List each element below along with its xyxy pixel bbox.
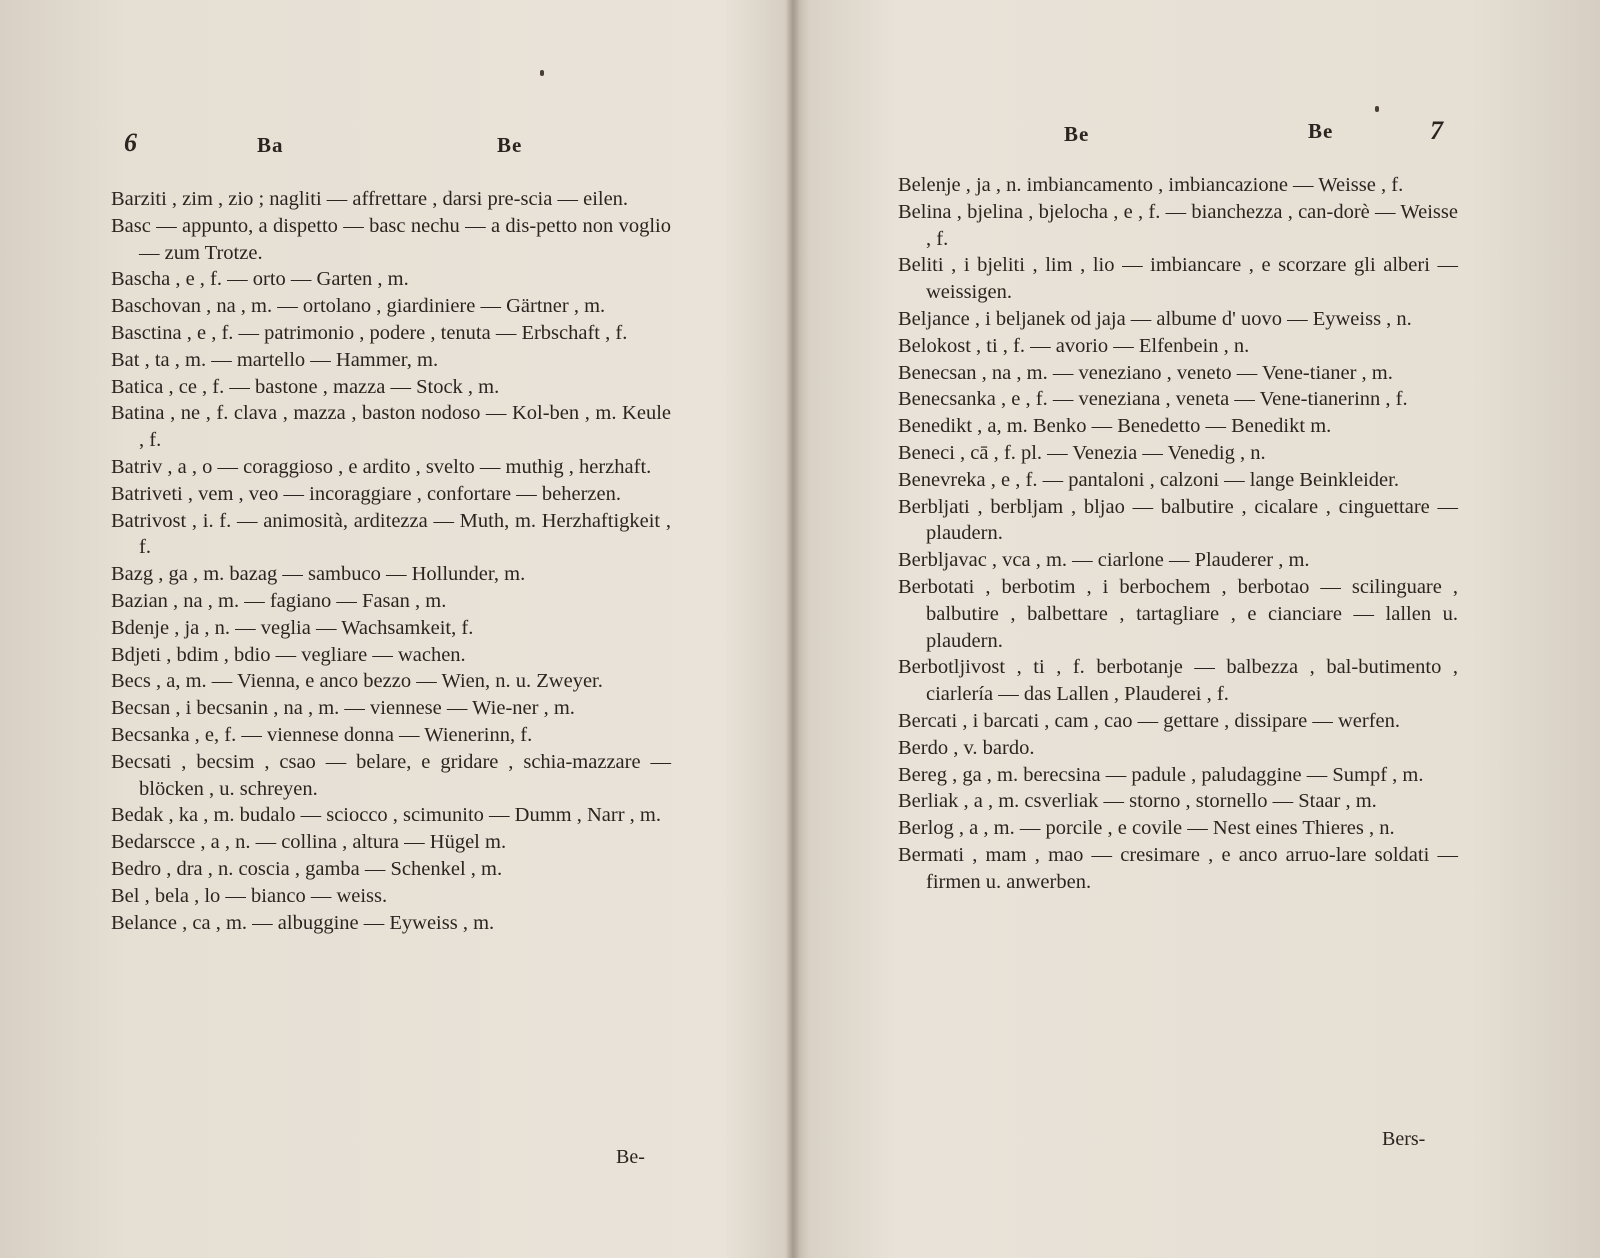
dictionary-entry: Becsati , becsim , csao — belare, e gridare , schia-mazzare — blöcken , u. schreyen. bbox=[111, 750, 671, 800]
running-header-left-last: Be bbox=[497, 133, 523, 157]
dictionary-entry: Belenje , ja , n. imbiancamento , imbiancazione — Weisse , f. bbox=[898, 174, 1404, 196]
page-number-left: 6 bbox=[124, 128, 138, 157]
dictionary-entry: Beneci , cā , f. pl. — Venezia — Venedig , n. bbox=[898, 441, 1266, 464]
dictionary-entry: Bedarscce , a , n. — collina , altura — Hügel m. bbox=[111, 831, 507, 854]
dictionary-entry: Bercati , i barcati , cam , cao — gettare , dissipare — werfen. bbox=[898, 709, 1401, 732]
dictionary-entry: Baschovan , na , m. — ortolano , giardiniere — Gärtner , m. bbox=[111, 295, 606, 318]
catchword-left: Be- bbox=[616, 1146, 645, 1168]
dictionary-entry: Bascha , e , f. — orto — Garten , m. bbox=[111, 268, 409, 291]
dictionary-entry: Becs , a, m. — Vienna, e anco bezzo — Wien, n. u. Zweyer. bbox=[111, 670, 603, 693]
dictionary-entry: Berdo , v. bardo. bbox=[898, 736, 1035, 759]
dictionary-entry: Berbotljivost , ti , f. berbotanje — balbezza , bal-butimento , ciarlería — das Lallen , Plauderei , f. bbox=[898, 656, 1458, 706]
dictionary-entry: Batica , ce , f. — bastone , mazza — Stock , m. bbox=[111, 375, 500, 398]
dictionary-entry: Bdjeti , bdim , bdio — vegliare — wachen. bbox=[111, 643, 466, 666]
dictionary-entry: Batina , ne , f. clava , mazza , baston nodoso — Kol-ben , m. Keule , f. bbox=[111, 402, 671, 452]
dictionary-entry: Belance , ca , m. — albuggine — Eyweiss , m. bbox=[111, 911, 495, 934]
entries-list-left bbox=[111, 186, 671, 936]
page-number-right: 7 bbox=[1430, 116, 1444, 145]
dictionary-entry: Bel , bela , lo — bianco — weiss. bbox=[111, 884, 388, 907]
running-header-right-last: Be bbox=[1308, 119, 1334, 143]
running-header-left-first: Ba bbox=[257, 133, 284, 157]
dictionary-entry: Batriv , a , o — coraggioso , e ardito , svelto — muthig , herzhaft. bbox=[111, 455, 652, 478]
dictionary-entry: Benevreka , e , f. — pantaloni , calzoni — lange Beinkleider. bbox=[898, 468, 1399, 491]
running-header-right-first: Be bbox=[1064, 122, 1090, 146]
dictionary-entry: Bedak , ka , m. budalo — sciocco , scimunito — Dumm , Narr , m. bbox=[111, 804, 661, 827]
left-page bbox=[0, 0, 790, 1258]
right-page bbox=[800, 0, 1600, 1258]
dictionary-entry: Berbljavac , vca , m. — ciarlone — Plauderer , m. bbox=[898, 549, 1310, 572]
dictionary-entry: Beljance , i beljanek od jaja — albume d' uovo — Eyweiss , n. bbox=[898, 307, 1412, 330]
catchword-right: Bers- bbox=[1382, 1128, 1426, 1150]
dictionary-entry: Bermati , mam , mao — cresimare , e anco arruo-lare soldati — firmen u. anwerben. bbox=[898, 843, 1458, 893]
dictionary-entry: Bazian , na , m. — fagiano — Fasan , m. bbox=[111, 589, 447, 612]
dictionary-entry: Bdenje , ja , n. — veglia — Wachsamkeit, f. bbox=[111, 616, 474, 639]
dictionary-entry: Bedro , dra , n. coscia , gamba — Schenkel , m. bbox=[111, 857, 503, 880]
entries-list-right bbox=[898, 172, 1458, 896]
dictionary-entry: Berbotati , berbotim , i berbochem , berbotao — scilinguare , balbutire , balbettare , tartagliare , e cianciare — lallen u. plaudern. bbox=[898, 575, 1458, 652]
dictionary-entry: Barziti , zim , zio ; nagliti — affrettare , darsi pre-scia — eilen. bbox=[111, 188, 629, 210]
dictionary-entry: Benecsanka , e , f. — veneziana , veneta — Vene-tianerinn , f. bbox=[898, 388, 1408, 411]
paper-speck bbox=[540, 70, 544, 76]
dictionary-entry: Batrivost , i. f. — animosità, arditezza — Muth, m. Herzhaftigkeit , f. bbox=[111, 509, 671, 559]
dictionary-entry: Batriveti , vem , veo — incoraggiare , confortare — beherzen. bbox=[111, 482, 622, 505]
dictionary-entry: Belokost , ti , f. — avorio — Elfenbein , n. bbox=[898, 334, 1250, 357]
paper-speck bbox=[1375, 106, 1379, 112]
dictionary-entry: Basctina , e , f. — patrimonio , podere , tenuta — Erbschaft , f. bbox=[111, 321, 628, 344]
dictionary-entry: Bazg , ga , m. bazag — sambuco — Hollunder, m. bbox=[111, 563, 526, 586]
dictionary-entry: Becsanka , e, f. — viennese donna — Wienerinn, f. bbox=[111, 723, 533, 746]
dictionary-entry: Bereg , ga , m. berecsina — padule , paludaggine — Sumpf , m. bbox=[898, 763, 1424, 786]
dictionary-entry: Benedikt , a, m. Benko — Benedetto — Benedikt m. bbox=[898, 415, 1332, 438]
dictionary-entry: Berlog , a , m. — porcile , e covile — Nest eines Thieres , n. bbox=[898, 817, 1395, 840]
dictionary-entry: Berbljati , berbljam , bljao — balbutire , cicalare , cinguettare — plaudern. bbox=[898, 495, 1458, 545]
dictionary-entry: Benecsan , na , m. — veneziano , veneto — Vene-tianer , m. bbox=[898, 361, 1393, 384]
dictionary-entry: Basc — appunto, a dispetto — basc nechu — a dis-petto non voglio — zum Trotze. bbox=[111, 214, 671, 264]
dictionary-entry: Beliti , i bjeliti , lim , lio — imbiancare , e scorzare gli alberi — weissigen. bbox=[898, 254, 1458, 304]
dictionary-entry: Bat , ta , m. — martello — Hammer, m. bbox=[111, 348, 439, 371]
dictionary-entry: Berliak , a , m. csverliak — storno , stornello — Staar , m. bbox=[898, 790, 1377, 813]
dictionary-entry: Belina , bjelina , bjelocha , e , f. — bianchezza , can-dorè — Weisse , f. bbox=[898, 200, 1458, 250]
dictionary-entry: Becsan , i becsanin , na , m. — viennese — Wie-ner , m. bbox=[111, 697, 575, 720]
